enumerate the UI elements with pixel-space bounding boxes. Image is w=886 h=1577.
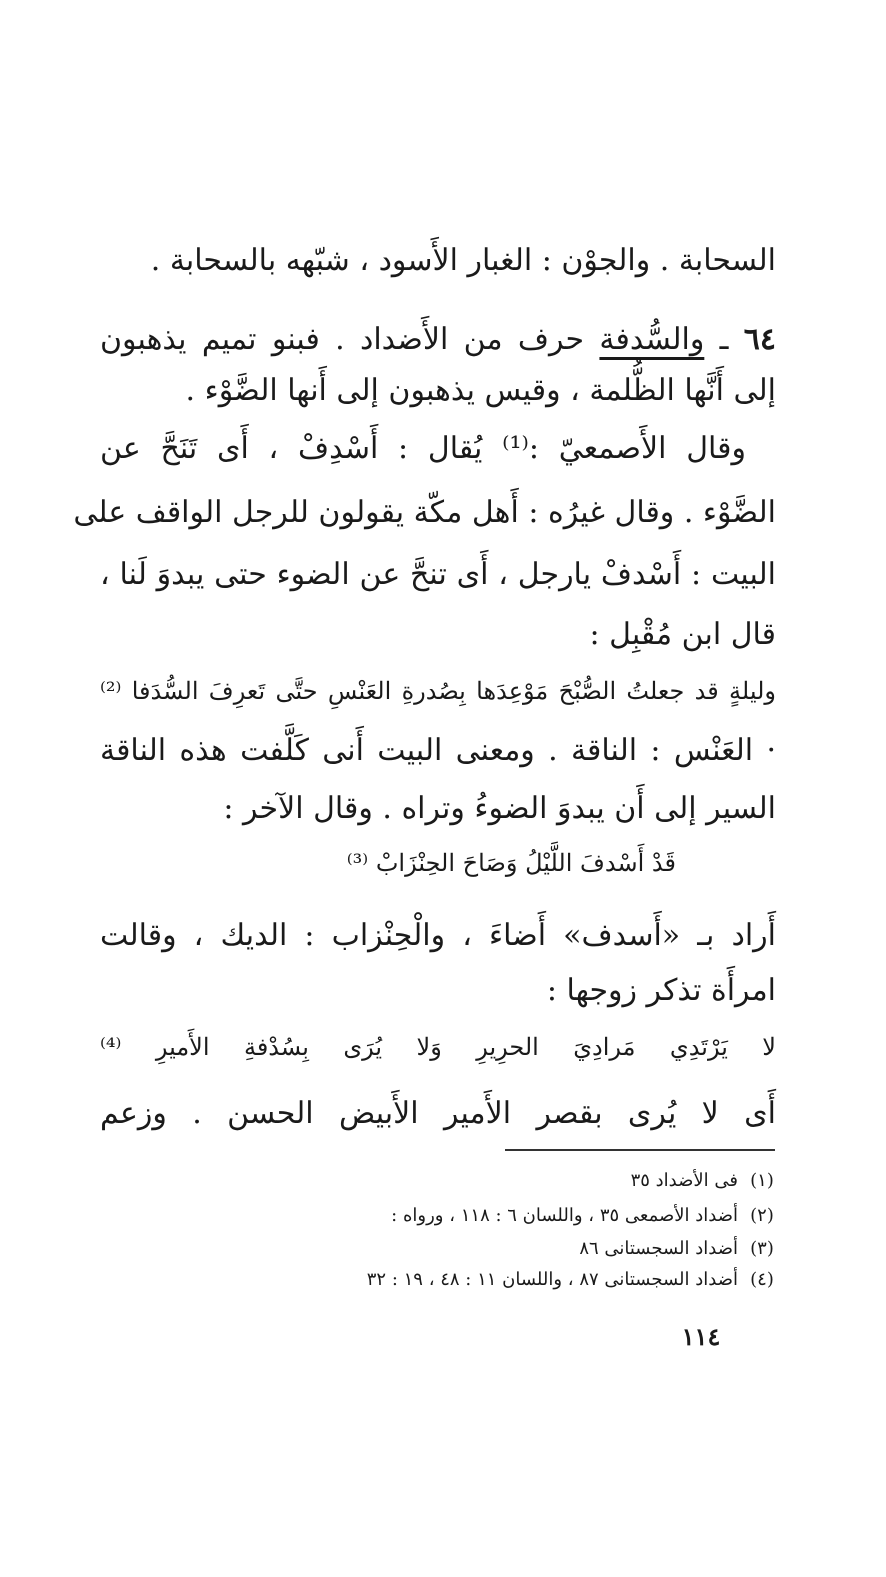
entry-64-heading-line [100,322,776,358]
text-line-07-content: قال ابن مُقْبِل : [589,617,776,652]
text-line-07 [100,617,776,653]
text-line-04 [100,431,776,467]
entry-number: ٦٤ [743,322,776,357]
text-line-05-content: الضَّوْء . وقال غيرُه : أَهل مكّة يقولون للرجل الواقف على [73,495,776,530]
footnote-3-text: أضداد السجستانى ٨٦ [579,1238,738,1259]
text-line-01-content: السحابة . والجوْن : الغبار الأَسود ، شبّهه بالسحابة . [150,243,776,278]
footnote-1-marker: (١) [750,1170,774,1191]
footnote-1-text: فى الأضداد ٣٥ [630,1170,738,1191]
text-line-06-content: البيت : أَسْدفْ يارجل ، أَى تنحَّ عن الضوء حتى يبدوَ لَنا ، [100,557,776,592]
text-line-15 [100,1096,776,1132]
text-line-06 [100,557,776,593]
text-line-01 [100,243,776,279]
entry-line-rest: حرف من الأَضداد . فبنو تميم يذهبون [100,322,600,357]
verse-line-02-content: قَدْ أَسْدفَ اللَّيْلُ وَصَاحَ الحِنْزَابْ ⁽³⁾ [346,849,676,877]
page-number: ١١٤ [681,1322,721,1351]
verse-line-01-content: وليلةٍ قد جعلتُ الصُّبْحَ مَوْعِدَها بِصُدرةِ العَنْسِ حتَّى تَعرِفَ السُّدَفا ⁽²⁾ [100,677,776,705]
text-line-03-content: إلى أَنَّها الظُّلمة ، وقيس يذهبون إلى أَنها الضَّوْء . [185,373,776,408]
text-line-05 [73,495,776,531]
text-line-13-content: امرأَة تذكر زوجها : [546,973,776,1008]
footnote-divider [505,1149,775,1151]
verse-line-01 [100,676,776,706]
text-line-13 [100,973,776,1009]
footnote-1 [300,1170,776,1192]
footnote-2-marker: (٢) [750,1205,774,1226]
text-line-09 [100,733,776,769]
text-line-04-content: وقال الأَصمعيّ :⁽¹⁾ يُقال : أَسْدِفْ ، أَى تَنَحَّ عن [100,431,746,466]
footnote-4 [300,1269,776,1291]
verse-line-03-content: لا يَرْتَدِي مَرادِيَ الحرِيرِ وَلا يُرَى بِسُدْفةِ الأَميرِ ⁽⁴⁾ [100,1033,776,1061]
text-line-10 [100,791,776,827]
footnote-2-text: أضداد الأصمعى ٣٥ ، واللسان ٦ : ١١٨ ، ورواه : [391,1205,738,1226]
text-line-15-content: أَى لا يُرى بقصر الأَمير الأَبيض الحسن . وزعم [100,1096,776,1131]
text-line-03 [100,373,776,409]
footnote-3-marker: (٣) [750,1238,774,1259]
footnote-2 [300,1205,776,1227]
text-line-10-content: السير إلى أَن يبدوَ الضوءُ وتراه . وقال الآخر : [223,791,776,826]
text-line-12 [100,918,776,954]
footnote-4-text: أضداد السجستانى ٨٧ ، واللسان ١١ : ٤٨ ، ١٩ : ٣٢ [366,1269,738,1290]
entry-word: والسُّدفة [599,322,705,357]
verse-line-03 [100,1032,776,1062]
verse-line-02 [100,848,776,878]
footnote-4-marker: (٤) [750,1269,774,1290]
footnote-3 [300,1238,776,1260]
entry-separator: ـ [704,322,744,357]
text-line-12-content: أَراد بـ «أَسدف» أَضاءَ ، والْحِنْزاب : الديك ، وقالت [100,918,776,953]
text-line-09-content: · العَنْس : الناقة . ومعنى البيت أَنى كَلَّفت هذه الناقة [100,733,776,768]
